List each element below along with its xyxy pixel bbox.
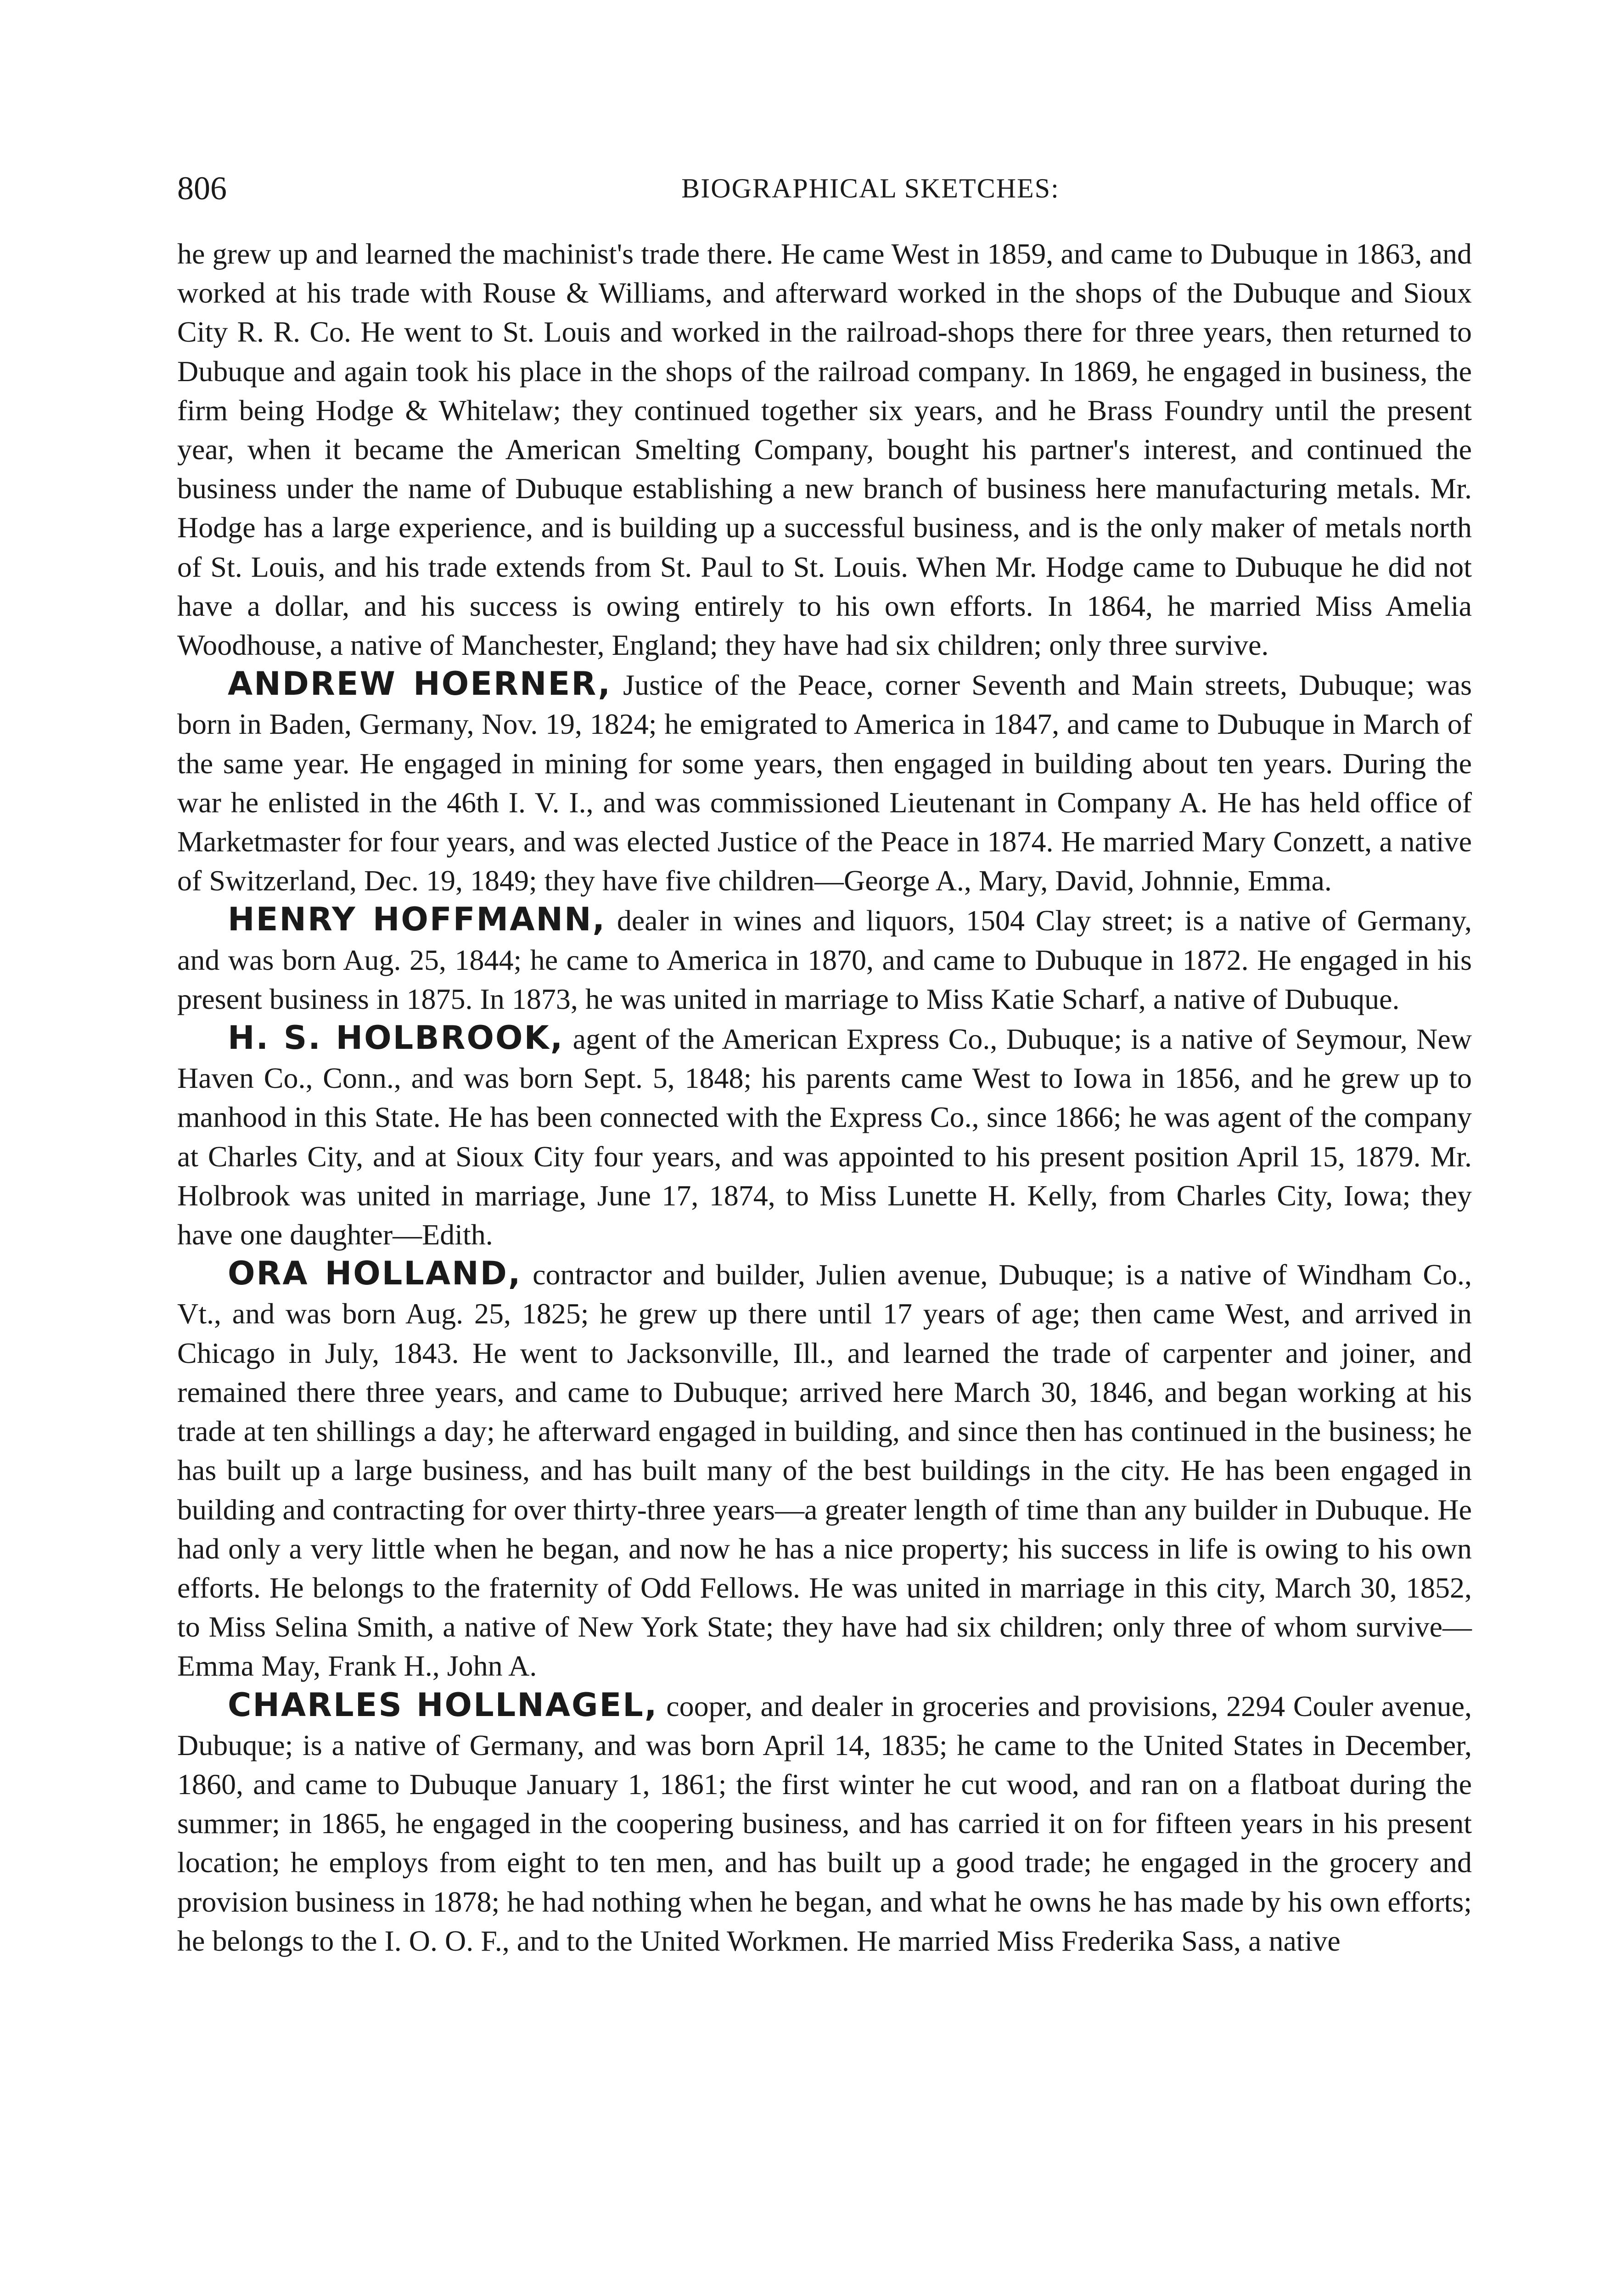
running-head — [177, 165, 1472, 220]
page — [177, 165, 1472, 1960]
entry-andrew-hoerner — [177, 664, 1472, 900]
entry-name: H. S. HOLBROOK, — [228, 1019, 564, 1057]
running-title: BIOGRAPHICAL SKETCHES: — [681, 173, 1060, 203]
entry-name: HENRY HOFFMANN, — [228, 900, 606, 939]
entry-henry-hoffmann — [177, 900, 1472, 1019]
entry-name: ORA HOLLAND, — [228, 1255, 522, 1293]
entry-charles-hollnagel — [177, 1686, 1472, 1960]
entry-ora-holland — [177, 1254, 1472, 1685]
entry-name: CHARLES HOLLNAGEL, — [228, 1686, 658, 1724]
entry-text: dealer in wines and liquors, 1504 Clay street; is a native of Germany, and was born Aug. 25, 1844; he came to America in 1870, and came to Dubuque in 1872. He engaged in his present business in 1875. In 1873, he was united in marriage to Miss Katie Scharf, a native of Dubuque. — [177, 904, 1472, 1015]
body-text — [177, 234, 1472, 1960]
page-number: 806 — [177, 170, 227, 207]
entry-h-s-holbrook — [177, 1019, 1472, 1254]
entry-text: agent of the American Express Co., Dubuque; is a native of Seymour, New Haven Co., Conn., and was born Sept. 5, 1848; his parents came West to Iowa in 1856, and he grew up to manhood in this State. He has been connected with the Express Co., since 1866; he was agent of the company at Charles City, and at Sioux City four years, and was appointed to his present position April 15, 1879. Mr. Holbrook was united in marriage, June 17, 1874, to Miss Lunette H. Kelly, from Charles City, Iowa; they have one daughter—Edith. — [177, 1023, 1472, 1251]
entry-name: ANDREW HOERNER, — [228, 665, 612, 703]
entry-text: cooper, and dealer in groceries and provisions, 2294 Couler avenue, Dubuque; is a native of Germany, and was born April 14, 1835; he came to the United States in December, 1860, and came to Dubuque January 1, 1861; the first winter he cut wood, and ran on a flatboat during the summer; in 1865, he engaged in the coopering business, and has carried it on for fifteen years in his present location; he employs from eight to ten men, and has built up a good trade; he engaged in the grocery and provision business in 1878; he had nothing when he began, and what he owns he has made by his own efforts; he belongs to the I. O. O. F., and to the United Workmen. He married Miss Frederika Sass, a native — [177, 1689, 1472, 1957]
entry-text: Justice of the Peace, corner Seventh and Main streets, Dubuque; was born in Baden, Germany, Nov. 19, 1824; he emigrated to America in 1847, and came to Dubuque in March of the same year. He engaged in mining for some years, then engaged in building about ten years. During the war he enlisted in the 46th I. V. I., and was commissioned Lieutenant in Company A. He has held office of Marketmaster for four years, and was elected Justice of the Peace in 1874. He married Mary Conzett, a native of Switzerland, Dec. 19, 1849; they have five children—George A., Mary, David, Johnnie, Emma. — [177, 669, 1472, 897]
continuation-paragraph: he grew up and learned the machinist's trade there. He came West in 1859, and came to Dubuque in 1863, and worked at his trade with Rouse & Williams, and afterward worked in the shops of the Dubuque and Sioux City R. R. Co. He went to St. Louis and worked in the railroad-shops there for three years, then returned to Dubuque and again took his place in the shops of the railroad company. In 1869, he engaged in business, the firm being Hodge & Whitelaw; they continued together six years, and he Brass Foundry until the present year, when it became the American Smelting Company, bought his partner's interest, and continued the business under the name of Dubuque establishing a new branch of business here manufacturing metals. Mr. Hodge has a large experience, and is building up a successful business, and is the only maker of metals north of St. Louis, and his trade extends from St. Paul to St. Louis. When Mr. Hodge came to Dubuque he did not have a dollar, and his success is owing entirely to his own efforts. In 1864, he married Miss Amelia Woodhouse, a native of Manchester, England; they have had six children; only three survive. — [177, 237, 1472, 662]
entry-text: contractor and builder, Julien avenue, Dubuque; is a native of Windham Co., Vt., and was born Aug. 25, 1825; he grew up there until 17 years of age; then came West, and arrived in Chicago in July, 1843. He went to Jacksonville, Ill., and learned the trade of carpenter and joiner, and remained there three years, and came to Dubuque; arrived here March 30, 1846, and began working at his trade at ten shillings a day; he afterward engaged in building, and since then has continued in the business; he has built up a large business, and has built many of the best buildings in the city. He has been engaged in building and contracting for over thirty-three years—a greater length of time than any builder in Dubuque. He had only a very little when he began, and now he has a nice property; his success in life is owing to his own efforts. He belongs to the fraternity of Odd Fellows. He was united in marriage in this city, March 30, 1852, to Miss Selina Smith, a native of New York State; they have had six children; only three of whom survive—Emma May, Frank H., John A. — [177, 1258, 1472, 1683]
